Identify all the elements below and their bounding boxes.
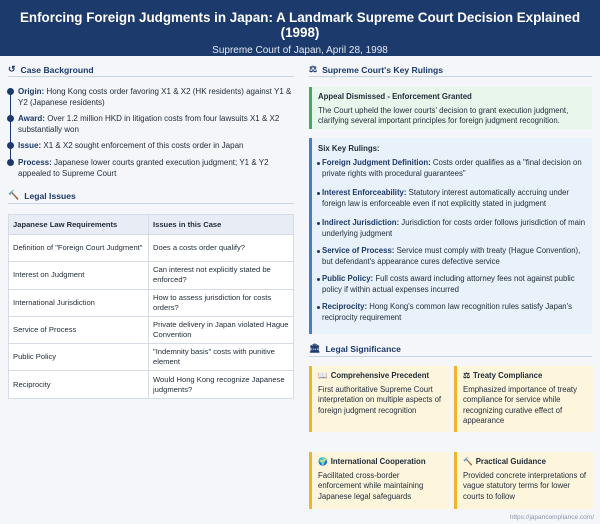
column-header: Japanese Law Requirements — [9, 215, 149, 235]
timeline-item-process: Process: Japanese lower courts granted execution judgment; Y1 & Y2 appealed to Supreme Court — [8, 157, 298, 179]
balance-scale-icon: ⚖ — [309, 64, 318, 74]
timeline-dot — [7, 88, 14, 95]
divider — [309, 356, 592, 357]
significance-card-cooperation: 🌍 International Cooperation Facilitated cross-border enforcement while maintaining Japanese legal safeguards — [309, 452, 449, 509]
case-background-heading: ↺ Case Background — [8, 64, 94, 75]
significance-card-guidance: 🔨 Practical Guidance Provided concrete interpretations of vague statutory terms for lower courts to follow — [454, 452, 594, 509]
table-row: Definition of "Foreign Court Judgment" Does a costs order qualify? — [9, 235, 294, 262]
table-row: Reciprocity Would Hong Kong recognize Japanese judgments? — [9, 371, 294, 398]
timeline-item-award: Award: Over 1.2 million HKD in litigation costs from four lawsuits X1 & X2 substantially won — [8, 113, 298, 135]
globe-icon: 🌍 — [318, 457, 328, 466]
timeline-item-issue: Issue: X1 & X2 sought enforcement of this costs order in Japan — [8, 140, 298, 151]
book-icon: 📖 — [318, 371, 328, 380]
divider — [8, 76, 294, 77]
page-header — [0, 0, 600, 56]
table-header-row — [9, 215, 294, 235]
timeline-item-origin: Origin: Hong Kong costs order favoring X1 & X2 (HK residents) against Y1 & Y2 (Japanese residents) — [8, 86, 298, 108]
column-header: Issues in this Case — [149, 215, 294, 235]
timeline-dot — [7, 159, 14, 166]
table-row: Service of Process Private delivery in Japan violated Hague Convention — [9, 316, 294, 343]
ruling-item: Indirect Jurisdiction: Jurisdiction for costs order follows jurisdiction of main underlying judgment — [322, 218, 590, 239]
legal-issues-heading: 🔨 Legal Issues — [8, 190, 76, 201]
significance-heading: 🏛 Legal Significance — [309, 343, 401, 354]
divider — [309, 76, 592, 77]
divider — [8, 203, 294, 204]
ruling-item: Public Policy: Full costs award including attorney fees not against public policy if within actual expenses incurred — [322, 274, 590, 295]
gavel-icon: 🔨 — [463, 457, 473, 466]
significance-card-precedent: 📖 Comprehensive Precedent First authoritative Supreme Court interpretation on multiple aspects of foreign judgment recognition — [309, 366, 449, 432]
history-icon: ↺ — [8, 64, 16, 74]
significance-card-treaty: ⚖ Treaty Compliance Emphasized importance of treaty compliance for service while recognizing curative effect of appearance — [454, 366, 594, 432]
timeline-dot — [7, 115, 14, 122]
legal-issues-table — [8, 214, 294, 399]
page-subtitle: Supreme Court of Japan, April 28, 1998 — [212, 45, 388, 56]
rulings-heading: ⚖ Supreme Court's Key Rulings — [309, 64, 444, 75]
scale-icon: ⚖ — [463, 371, 470, 380]
timeline-dot — [7, 142, 14, 149]
ruling-item: Foreign Judgment Definition: Costs order qualifies as a "final decision on private rights with procedural guarantees" — [322, 158, 590, 179]
table-row: Public Policy "Indemnity basis" costs with punitive element — [9, 344, 294, 371]
footer-url: https://japancompliance.com/ — [509, 514, 594, 521]
page-title: Enforcing Foreign Judgments in Japan: A Landmark Supreme Court Decision Explained (1998) — [19, 10, 580, 40]
ruling-item: Interest Enforceability: Statutory interest automatically accruing under foreign law is enforceable even if not explicitly stated in judgment — [322, 188, 590, 209]
ruling-item: Reciprocity: Hong Kong's common law recognition rules satisfy Japan's reciprocity requirement — [322, 302, 590, 323]
institution-icon: 🏛 — [309, 343, 321, 353]
gavel-icon: 🔨 — [8, 190, 20, 200]
table-row: Interest on Judgment Can interest not explicitly stated be enforced? — [9, 262, 294, 289]
appeal-result-box: Appeal Dismissed - Enforcement Granted The Court upheld the lower courts' decision to grant execution judgment, clarifying several important principles for foreign judgment recognition. — [309, 87, 592, 129]
key-rulings-box: Six Key Rulings: Foreign Judgment Definition: Costs order qualifies as a "final decision on private rights with procedural guarantees" Interest Enforceability: Statutory interest automatically accruing under foreign law is enforceable even if not explicitly stated in judgment Indirect Jurisdiction: Jurisdiction for costs order follows jurisdiction of main underlying judgment Service of Process: Service must comply with treaty (Hague Convention), but defendant's appearance cures defective service Public Policy: Full costs award including attorney fees not against public policy if within actual expenses incurred Reciprocity: Hong Kong's common law recognition rules satisfy Japan's reciprocity requirement — [309, 138, 592, 334]
table-row: International Jurisdiction How to assess jurisdiction for costs orders? — [9, 289, 294, 316]
ruling-item: Service of Process: Service must comply with treaty (Hague Convention), but defendant's appearance cures defective service — [322, 246, 590, 267]
